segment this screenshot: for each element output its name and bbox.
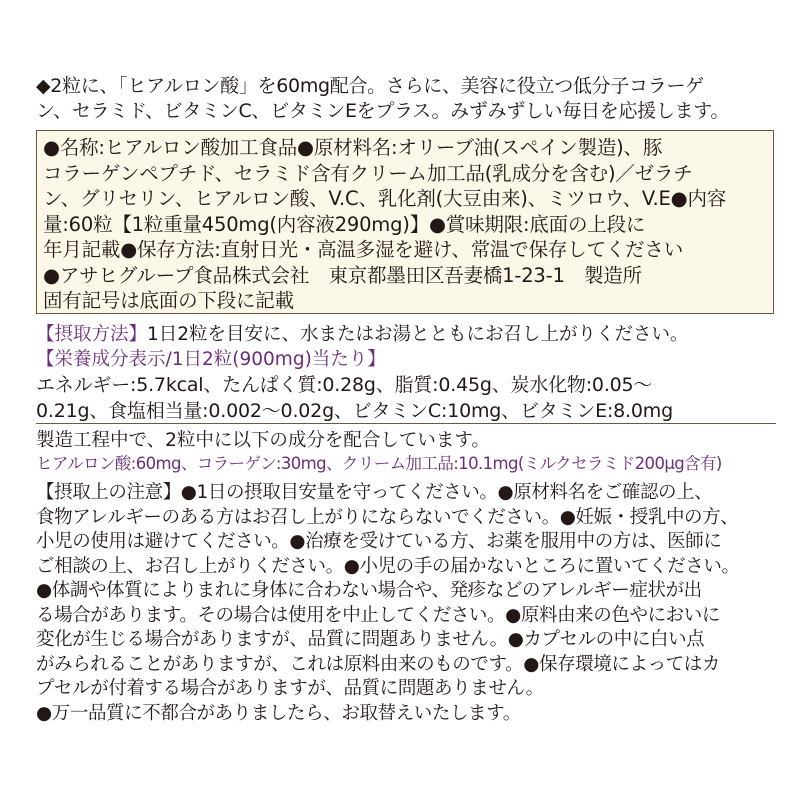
intro-line: ン、セラミド、ビタミンC、ビタミンEをプラス。みずみずしい毎日を応援します。 xyxy=(36,100,730,122)
caution-line: プセルが付着する場合がありますが、品質に問題ありません。 xyxy=(36,678,544,699)
product-spec-box xyxy=(36,130,774,314)
caution-line: ●体調や体質によりまれに身体に合わない場合や、発疹などのアレルギー症状が出 xyxy=(36,580,702,601)
intro-line: ◆2粒に、「ヒアルロン酸」を60mg配合。さらに、美容に役立つ低分子コラーゲ xyxy=(36,75,704,97)
manufacturing-note: 製造工程中で、2粒中に以下の成分を配合しています。 xyxy=(36,430,490,451)
ingredient-amounts: ヒアルロン酸:60mg、コラーゲン:30mg、クリーム加工品:10.1mg(ミルクセラミド200μg含有) xyxy=(36,454,722,473)
spec-line: ン、グリセリン、ヒアルロン酸、V.C、乳化剤(大豆由来)、ミツロウ、V.E●内容 xyxy=(43,187,727,210)
spec-line: ●名称:ヒアルロン酸加工食品●原材料名:オリーブ油(スペイン製造)、豚 xyxy=(43,136,663,159)
caution-line: 小児の使用は避けてください。●治療を受けている方、お薬を服用中の方は、医師に xyxy=(36,531,722,552)
nutrition-title: 【栄養成分表示/1日2粒(900mg)当たり】 xyxy=(36,349,386,370)
nutrition-line: 0.21g、食塩相当量:0.002〜0.02g、ビタミンC:10mg、ビタミンE:8.0mg xyxy=(36,400,673,422)
spec-line: 量:60粒【1粒重量450mg(内容液290mg)】●賞味期限:底面の上段に xyxy=(43,212,646,236)
caution-line: 食物アレルギーのある方はお召し上がりにならないでください。●妊娠・授乳中の方、 xyxy=(36,506,739,528)
caution-line: がみられることがありますが、これは原料由来のものです。●保存環境によってはカ xyxy=(36,653,720,675)
caution-line: る場合があります。その場合は使用を中止してください。●原料由来の色やにおいに xyxy=(36,604,720,626)
spec-line: コラーゲンペプチド、セラミド含有クリーム加工品(乳成分を含む)／ゼラチ xyxy=(43,161,693,185)
usage-section xyxy=(36,322,689,347)
nutrition-line: エネルギー:5.7kcal、たんぱく質:0.28g、脂質:0.45g、炭水化物:0.05〜 xyxy=(36,374,653,396)
cautions-section xyxy=(36,481,776,726)
usage-label: 【摂取方法】 xyxy=(36,324,148,345)
nutrition-values xyxy=(36,372,776,424)
spec-line: ●アサヒグループ食品株式会社 東京都墨田区吾妻橋1-23-1 製造所 xyxy=(43,263,642,287)
caution-line: 【摂取上の注意】●1日の摂取目安量を守ってください。●原材料名をご確認の上、 xyxy=(36,482,713,503)
spec-line: 固有記号は底面の下段に記載 xyxy=(43,289,294,312)
intro-text xyxy=(36,74,776,124)
spec-line: 年月記載●保存方法:直射日光・高温多湿を避け、常温で保存してください xyxy=(43,238,684,261)
caution-line: 変化が生じる場合がありますが、品質に問題ありません。●カプセルの中に白い点 xyxy=(36,629,705,650)
caution-line: ご相談の上、お召し上がりください。●小児の手の届かないところに置いてください。 xyxy=(36,555,740,577)
section-divider xyxy=(36,423,776,424)
caution-line: ●万一品質に不都合がありましたら、お取替えいたします。 xyxy=(36,702,521,724)
usage-text: 1日2粒を目安に、水またはお湯とともにお召し上がりください。 xyxy=(147,324,689,345)
